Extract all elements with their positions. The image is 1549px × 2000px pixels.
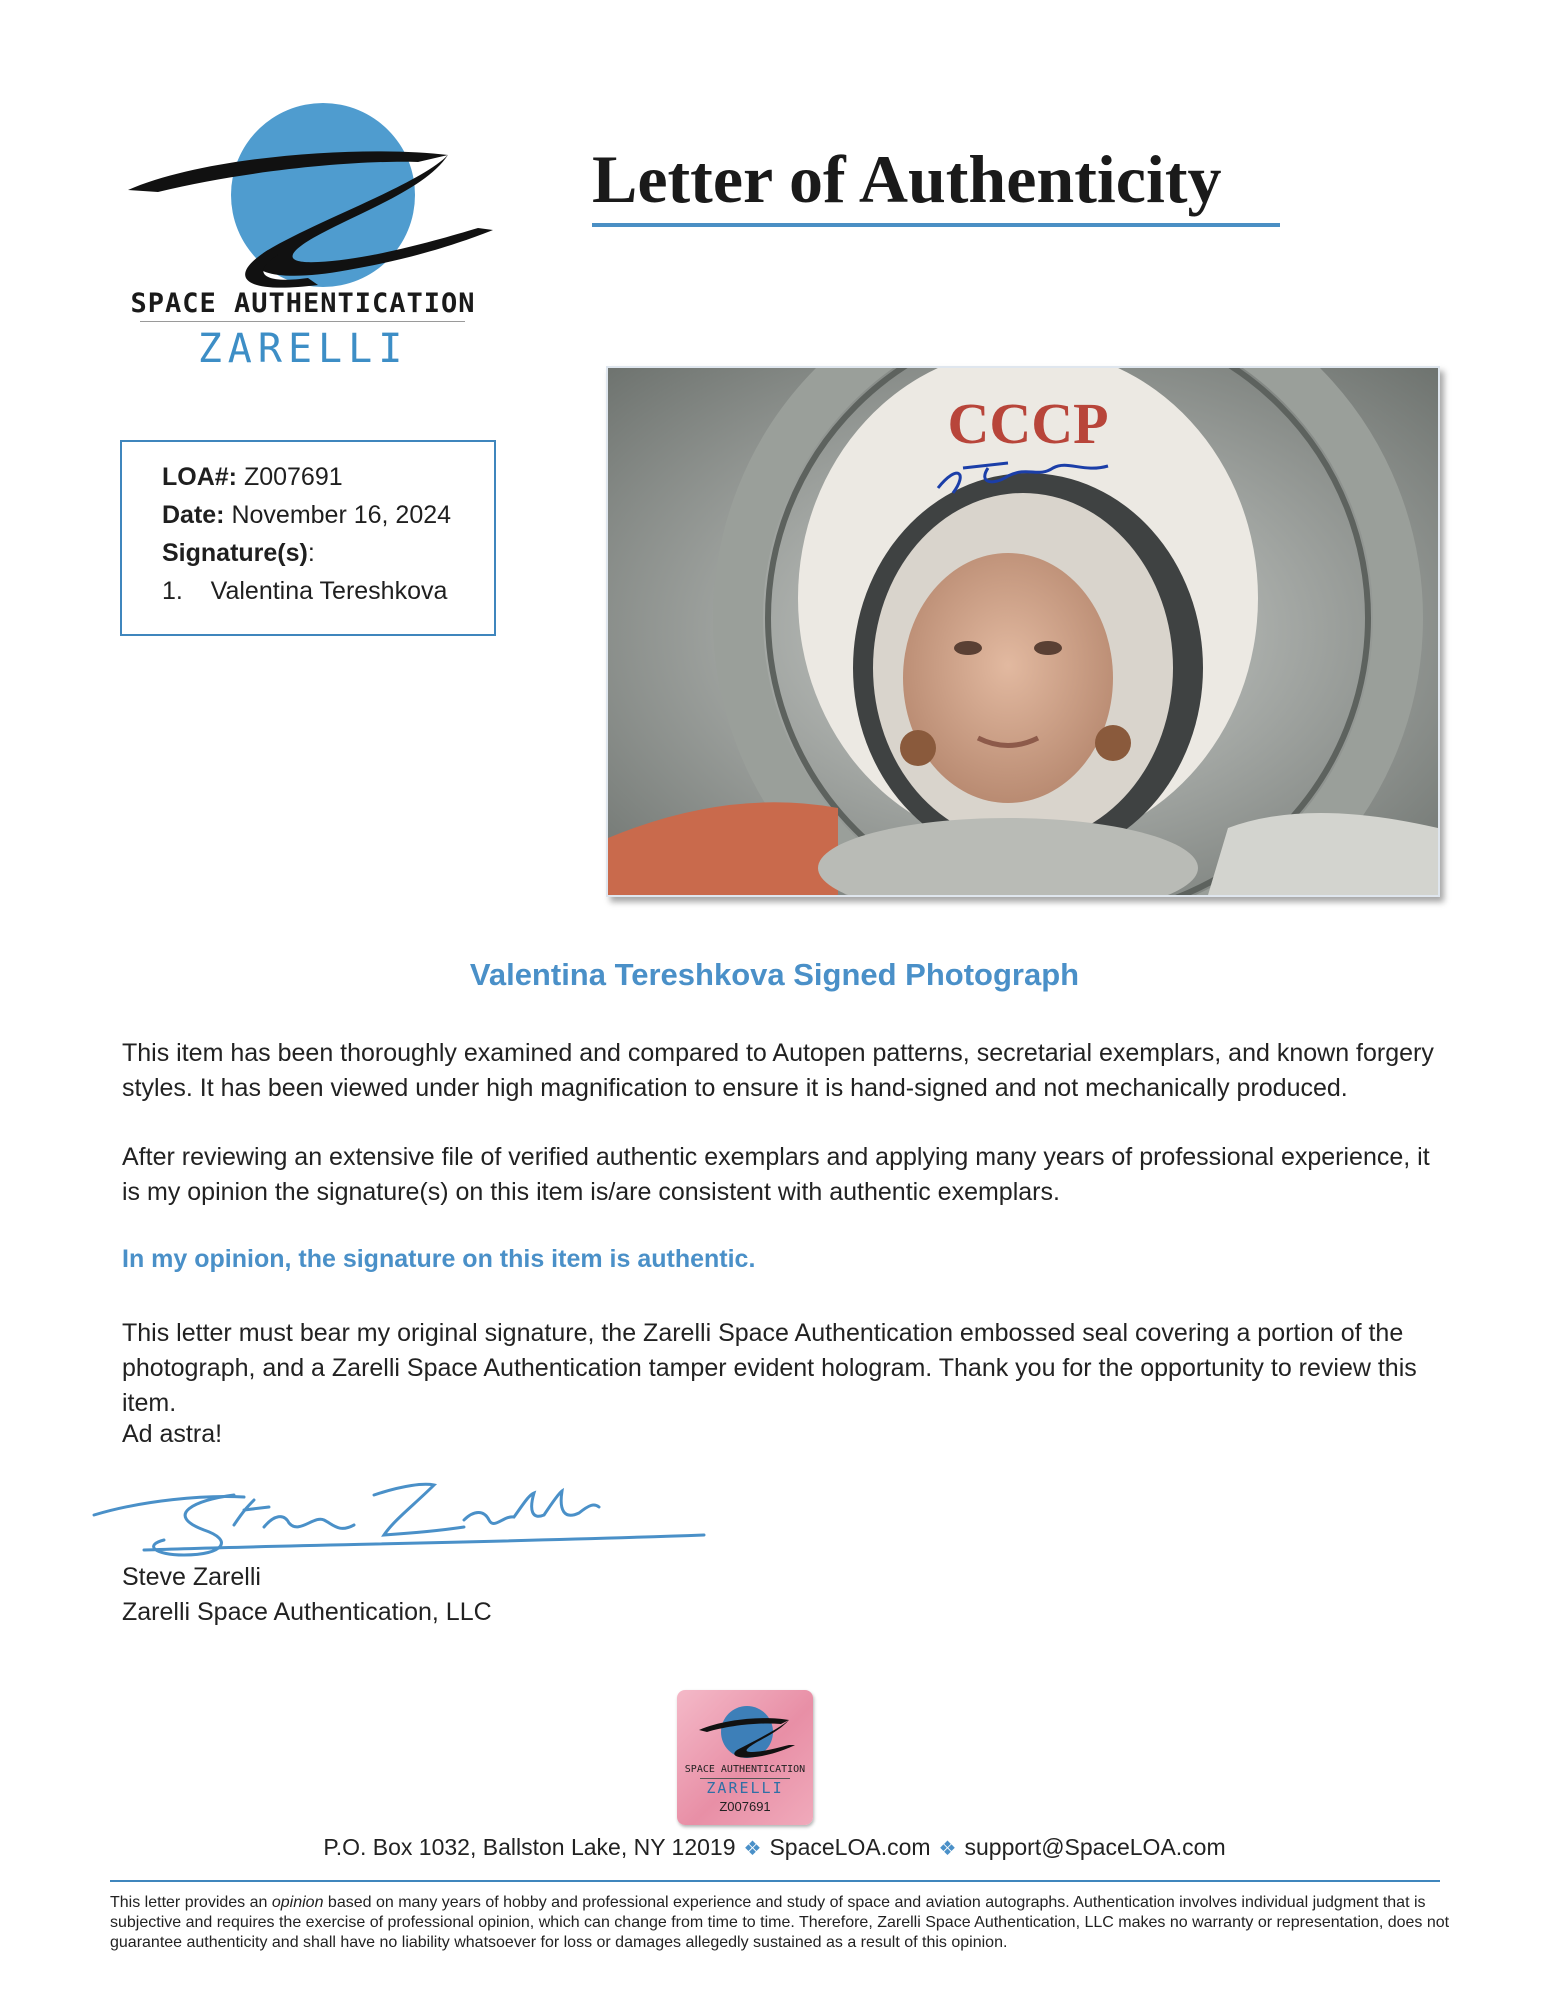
- diamond-separator-icon: ❖: [743, 1838, 762, 1860]
- diamond-separator-icon: ❖: [938, 1838, 957, 1860]
- item-title: Valentina Tereshkova Signed Photograph: [469, 957, 1080, 992]
- title-underline: [592, 223, 1280, 227]
- hologram-text-bottom: ZARELLI: [706, 1779, 784, 1797]
- disclaimer-text-rest: based on many years of hobby and professional experience and study of space and aviation autographs. Authentication involves individual judgment that is subjective and requires the exercise of professional opinion, which can change from time to time. Therefore, Zarelli Space Authentication, LLC makes no warranty or representation, does not guarantee authenticity and shall have no liability whatsoever for loss or damages allegedly sustained as a result of this opinion.: [110, 1894, 1450, 1951]
- signer-company: Zarelli Space Authentication, LLC: [122, 1598, 492, 1626]
- logo-text-bottom: ZARELLI: [197, 326, 409, 372]
- examination-paragraph: This item has been thoroughly examined and compared to Autopen patterns, secretarial exemplars, and known forgery styles. It has been viewed under high magnification to ensure it is hand-signed and not mechanically produced.: [122, 1039, 1434, 1102]
- legal-disclaimer: [110, 1893, 1450, 1953]
- date-row: [162, 496, 494, 534]
- signatures-label: Signature(s): [162, 539, 308, 567]
- signature-number: 1.: [162, 577, 183, 605]
- hologram-logo-icon: [677, 1690, 813, 1770]
- disclaimer-emphasis: opinion: [271, 1894, 324, 1911]
- authenticity-opinion: In my opinion, the signature on this item is authentic.: [122, 1245, 756, 1273]
- signature-list-item: [162, 572, 494, 610]
- footer-divider: [110, 1880, 1440, 1882]
- contact-line: [0, 1834, 1549, 1861]
- logo-divider: [140, 321, 465, 322]
- postal-address: P.O. Box 1032, Ballston Lake, NY 12019: [323, 1834, 736, 1860]
- closing-salutation: Ad astra!: [122, 1420, 223, 1448]
- loa-number-row: [162, 458, 494, 496]
- signature-name: Valentina Tereshkova: [210, 577, 448, 605]
- loa-info-box: [120, 440, 496, 636]
- helmet-lettering: СССР: [947, 391, 1109, 456]
- loa-label: LOA#:: [162, 463, 237, 491]
- date-label: Date:: [162, 501, 225, 529]
- signatures-label-row: Signature(s):: [162, 539, 315, 567]
- hologram-loa-number: Z007691: [719, 1799, 771, 1814]
- cosmonaut-photo-image: [608, 368, 1438, 895]
- disclaimer-text-start: This letter provides an: [110, 1894, 272, 1911]
- website-link[interactable]: SpaceLOA.com: [769, 1834, 931, 1860]
- handwritten-signature-icon: [84, 1455, 724, 1565]
- logo-text-top: SPACE AUTHENTICATION: [130, 288, 476, 319]
- opinion-basis-paragraph: After reviewing an extensive file of verified authentic exemplars and applying many years of professional experience, it is my opinion the signature(s) on this item is/are consistent with authentic exemplars.: [122, 1143, 1430, 1206]
- date-value: November 16, 2024: [231, 501, 452, 529]
- signed-photograph: [606, 366, 1440, 897]
- email-link[interactable]: support@SpaceLOA.com: [964, 1834, 1226, 1860]
- signer-name: Steve Zarelli: [122, 1563, 261, 1591]
- page-title: Letter of Authenticity: [592, 141, 1222, 217]
- hologram-text-top: SPACE AUTHENTICATION: [684, 1764, 806, 1775]
- loa-value: Z007691: [243, 463, 343, 491]
- requirements-paragraph: This letter must bear my original signature, the Zarelli Space Authentication embossed seal covering a portion of the photograph, and a Zarelli Space Authentication tamper evident hologram. Thank you for the opportunity to review this item.: [122, 1319, 1417, 1417]
